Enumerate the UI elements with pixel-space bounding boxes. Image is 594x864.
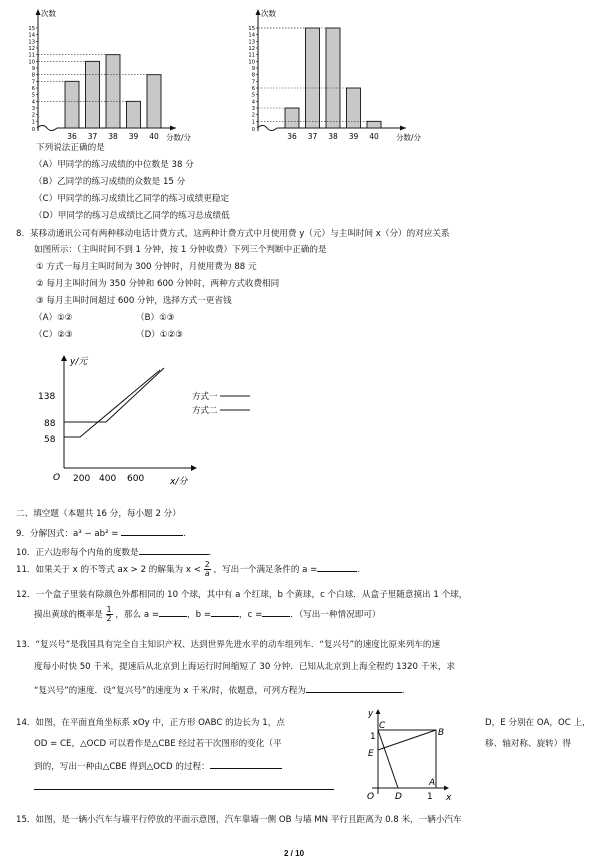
q7-option-b: （B）乙同学的练习成绩的众数是 15 分 <box>34 177 186 187</box>
fee-line-plan-2 <box>64 368 164 422</box>
q12-fraction-numerator: 1 <box>106 605 112 614</box>
hist2-bar-36 <box>285 108 299 128</box>
q11-fraction-numerator: 2 <box>204 560 210 569</box>
q14-label-o: O <box>367 792 375 802</box>
hist1-ytick-label: 12 <box>28 46 35 52</box>
q15-line1: 15．如图，是一辆小汽车与墙平行停放的平面示意图，汽车靠墙一侧 OB 与墙 MN 平行且距离为 0.8 米，一辆小汽车 <box>16 815 462 825</box>
q10-text: 10．正六边形每个内角的度数是 <box>16 548 139 558</box>
q12-fraction <box>106 606 113 623</box>
hist1-xtick-37: 37 <box>87 132 98 141</box>
hist1-y-label: 次数 <box>41 9 56 18</box>
q14-label-one-x: 1 <box>427 792 433 802</box>
hist2-y-axis-arrow-icon <box>256 9 261 15</box>
q14-answer-blank-1[interactable] <box>210 759 282 769</box>
hist1-bar-40 <box>147 75 161 128</box>
hist2-ytick-label: 6 <box>251 86 255 92</box>
q12-text-a: ，那么 a = <box>115 610 160 620</box>
q14-square-oabc <box>378 730 436 788</box>
q9: 9．分解因式：a³ − ab² = . <box>16 526 186 540</box>
hist1-bar-39 <box>127 101 141 128</box>
hist2-xtick-37: 37 <box>307 132 318 141</box>
q13-line1: 13．“复兴号”是我国具有完全自主知识产权、达到世界先进水平的动车组列车．“复兴号”的速度比原来列车的速 <box>16 640 441 650</box>
hist2-x-axis-arrow-icon <box>400 126 406 131</box>
hist1-x-axis-arrow-icon <box>170 126 176 131</box>
hist1-ytick-label: 7 <box>31 79 35 86</box>
hist1-ytick-label: 1 <box>31 119 35 126</box>
q12-line1: 12．一个盒子里装有除颜色外都相同的 10 个球，其中有 a 个红球，b 个黄球，c 个白球．从盒子里随意摸出 1 个球， <box>16 590 468 600</box>
section-2-heading: 二、填空题（本题共 16 分，每小题 2 分） <box>16 509 181 519</box>
q14-segment-be <box>378 730 436 750</box>
hist2-ytick-label: 13 <box>248 39 255 46</box>
q14-label-c: C <box>379 721 386 731</box>
q14-label-e: E <box>368 749 374 759</box>
histogram-jia <box>14 6 224 142</box>
hist2-ytick-label: 2 <box>251 112 255 119</box>
q14-line1: 14．如图，在平面直角坐标系 xOy 中，正方形 OABC 的边长为 1，点 <box>16 718 285 728</box>
q13-answer-blank[interactable] <box>306 683 402 693</box>
hist2-ytick-label: 10 <box>248 59 255 66</box>
hist2-ytick-label: 7 <box>251 79 255 86</box>
hist2-ytick-label: 4 <box>251 99 255 106</box>
hist1-ytick-label: 4 <box>31 99 35 106</box>
fee-graph-ytick-58: 58 <box>44 435 56 445</box>
hist2-xtick-36: 36 <box>287 132 297 141</box>
fee-graph-xtick-400: 400 <box>99 474 117 484</box>
fee-line-plan-1 <box>64 370 160 437</box>
hist2-ytick-label: 15 <box>248 26 255 32</box>
q12-answer-b-blank[interactable] <box>211 607 239 617</box>
q14-answer-line-2[interactable] <box>34 781 334 790</box>
hist2-ytick-label: 11 <box>248 52 255 59</box>
hist1-ytick-label: 13 <box>28 39 35 46</box>
hist1-ytick-label: 6 <box>31 86 35 92</box>
q11 <box>16 561 360 578</box>
hist2-ytick-label: 3 <box>251 106 255 112</box>
hist1-xtick-36: 36 <box>67 132 77 141</box>
q14-line2: OD = CE，△OCD 可以看作是△CBE 经过若干次图形的变化（平 <box>34 739 282 749</box>
fee-graph-x-label: x/分 <box>170 477 188 487</box>
q14-line3 <box>34 759 282 773</box>
hist1-xtick-40: 40 <box>149 132 159 141</box>
hist2-bar-39 <box>347 88 361 128</box>
histogram-jia-svg <box>14 6 224 142</box>
hist2-x-label: 分数/分 <box>396 133 422 142</box>
q14-label-d: D <box>395 792 402 802</box>
q14-label-one-y: 1 <box>370 732 376 742</box>
q12-text-c: ，c = <box>239 610 263 620</box>
hist1-bar-36 <box>65 81 79 128</box>
q13-line3 <box>34 683 411 697</box>
q12-line2 <box>34 606 381 623</box>
q8-option-c: （C）②③ <box>34 330 73 340</box>
hist2-axis-break <box>257 126 277 131</box>
q14-label-y: y <box>368 709 374 719</box>
q12-text-post: ．（写出一种情况即可） <box>290 610 381 620</box>
hist2-ytick-label: 9 <box>251 66 255 72</box>
histogram-yi-svg <box>234 6 464 142</box>
hist2-ytick-label: 8 <box>251 72 255 79</box>
q14-square-figure <box>358 706 458 806</box>
fee-graph-legend-2: 方式二 <box>192 406 218 416</box>
hist2-y-label: 次数 <box>261 9 276 18</box>
q11-answer-blank[interactable] <box>317 562 357 572</box>
hist2-ytick-label: 5 <box>251 92 255 99</box>
q14-square-figure-svg <box>358 706 458 806</box>
q7-option-c: （C）甲同学的练习成绩比乙同学的练习成绩更稳定 <box>34 194 230 204</box>
q10: 10．正六边形每个内角的度数是 . <box>16 545 211 559</box>
q11-fraction-denominator: a <box>204 569 210 578</box>
hist1-ytick-label: 5 <box>31 92 35 99</box>
hist1-origin-label: 0 <box>31 127 35 133</box>
hist2-bar-40 <box>367 121 381 128</box>
fee-graph-ytick-138: 138 <box>38 392 56 402</box>
q11-text-pre: 11．如果关于 x 的不等式 ax > 2 的解集为 x < <box>16 565 201 575</box>
q9-answer-blank[interactable] <box>121 526 183 536</box>
q8-option-a: （A）①② <box>34 313 73 323</box>
hist2-origin-label: 0 <box>251 127 255 133</box>
histogram-yi <box>234 6 464 142</box>
hist1-ytick-label: 14 <box>28 32 35 39</box>
q8-statement-3: ③ 每月主叫时间超过 600 分钟，选择方式一更省钱 <box>36 296 232 306</box>
q11-text-post: ，写出一个满足条件的 a = <box>213 565 318 575</box>
q8-option-b: （B）①③ <box>136 313 175 323</box>
q9-text: 9．分解因式：a³ − ab² = <box>16 529 122 539</box>
fee-graph-ytick-88: 88 <box>44 419 56 429</box>
hist2-xtick-38: 38 <box>328 132 338 141</box>
q10-answer-blank[interactable] <box>139 545 209 555</box>
hist1-ytick-label: 3 <box>31 106 35 112</box>
hist1-ytick-label: 2 <box>31 112 35 119</box>
hist2-ytick-label: 1 <box>251 119 255 126</box>
q8-line2: 如图所示：（主叫时间不到 1 分钟，按 1 分钟收费）下列三个判断中正确的是 <box>34 245 327 255</box>
q7-option-a: （A）甲同学的练习成绩的中位数是 38 分 <box>34 160 194 170</box>
hist1-bar-37 <box>86 61 100 128</box>
hist2-bar-37 <box>306 28 320 128</box>
hist1-ytick-label: 8 <box>31 72 35 79</box>
q8-option-d: （D）①②③ <box>136 330 183 340</box>
q13-text-end: ． <box>401 686 411 696</box>
q8-line1: 8．某移动通讯公司有两种移动电话计费方式，这两种计费方式中月使用费 y（元）与主叫时间 x（分）的对应关系 <box>16 229 450 239</box>
q14-line3-text: 到的，写出一种由△CBE 得到△OCD 的过程： <box>34 762 210 772</box>
q14-label-a: A <box>429 778 436 788</box>
q14-label-b: B <box>438 728 445 738</box>
hist1-x-label: 分数/分 <box>166 133 192 142</box>
hist1-axis-break <box>37 126 57 131</box>
hist2-ytick-label: 12 <box>248 46 255 52</box>
q14-line2b: 移、轴对称、旋转）得 <box>485 739 571 749</box>
hist2-ytick-label: 14 <box>248 32 255 39</box>
q13-line3-text: “复兴号”的速度．设“复兴号”的速度为 x 千米/时，依题意，可列方程为 <box>34 686 306 696</box>
q14-line1b: D，E 分别在 OA，OC 上， <box>485 718 591 728</box>
hist2-xtick-39: 39 <box>348 132 359 141</box>
hist1-ytick-label: 15 <box>28 26 35 32</box>
fee-graph <box>20 350 280 500</box>
fee-graph-xtick-200: 200 <box>73 474 91 484</box>
hist2-xtick-40: 40 <box>369 132 379 141</box>
fee-graph-legend-1: 方式一 <box>192 392 218 402</box>
q7-option-d: （D）甲同学的练习总成绩比乙同学的练习总成绩低 <box>34 211 230 221</box>
q14-segment-cd <box>378 730 398 788</box>
fee-graph-svg <box>20 350 280 500</box>
hist2-bar-38 <box>326 28 340 128</box>
fee-graph-y-label: y/元 <box>70 357 88 367</box>
hist1-bar-38 <box>106 55 120 128</box>
hist1-xtick-39: 39 <box>128 132 139 141</box>
fee-graph-xtick-600: 600 <box>127 474 145 484</box>
q12-text-b: ，b = <box>187 610 212 620</box>
hist1-ytick-label: 9 <box>31 66 35 72</box>
q12-text-pre: 摸出黄球的概率是 <box>34 610 103 620</box>
q12-answer-a-blank[interactable] <box>159 607 187 617</box>
q11-fraction <box>204 561 211 578</box>
q7-stem: 下列说法正确的是 <box>36 143 105 153</box>
hist1-xtick-38: 38 <box>108 132 118 141</box>
q13-line2: 度每小时快 50 千米，提速后从北京到上海运行时间缩短了 30 分钟．已知从北京到上海全程约 1320 千米，求 <box>34 662 456 672</box>
page-number: 2 / 10 <box>284 849 305 858</box>
hist1-ytick-label: 10 <box>28 59 35 66</box>
q8-statement-1: ① 方式一每月主叫时间为 300 分钟时，月使用费为 88 元 <box>36 262 257 272</box>
q11-text-end: . <box>357 565 361 575</box>
hist1-y-axis-arrow-icon <box>36 9 41 15</box>
hist1-ytick-label: 11 <box>28 52 35 59</box>
fee-graph-origin: O <box>53 473 61 483</box>
q12-fraction-denominator: 2 <box>106 614 112 623</box>
q8-statement-2: ② 每月主叫时间为 350 分钟和 600 分钟时，两种方式收费相同 <box>36 279 280 289</box>
q14-label-x: x <box>446 793 452 803</box>
q12-answer-c-blank[interactable] <box>262 607 290 617</box>
